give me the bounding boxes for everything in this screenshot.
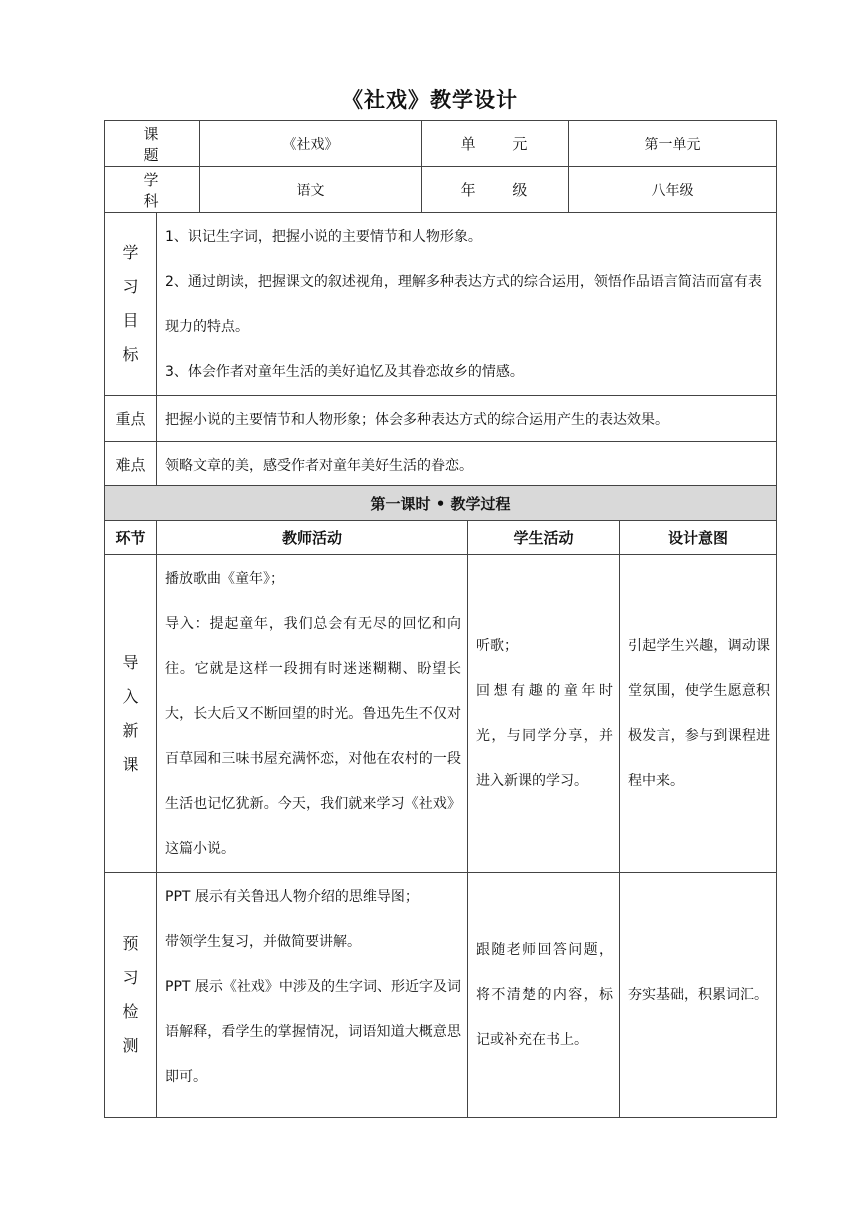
header-stage: 环节	[105, 521, 157, 555]
goal-item: 3、体会作者对童年生活的美好追忆及其眷恋故乡的情感。	[165, 364, 524, 380]
info-row-subject	[105, 167, 777, 213]
section-title: 第一课时 • 教学过程	[105, 486, 777, 521]
teacher-activity: PPT 展示有关鲁迅人物介绍的思维导图； 带领学生复习，并做简要讲解。 PPT 展示《社戏》中涉及的生字词、形近字及词语解释，看学生的掌握情况，词语知道大概意思即可。	[157, 873, 468, 1118]
key-label: 重点	[105, 396, 157, 442]
subject-value: 语文	[200, 167, 422, 213]
difficulty-value: 领略文章的美，感受作者对童年美好生活的眷恋。	[157, 442, 777, 488]
goals-label: 学 习 目 标	[105, 213, 157, 396]
info-row-key	[105, 396, 777, 442]
info-row-difficulty	[105, 442, 777, 488]
subject-label: 学 科	[105, 167, 200, 213]
table-row	[105, 873, 777, 1118]
course-info-table	[104, 120, 777, 488]
student-activity: 听歌； 回想有趣的童年时光，与同学分享，并进入新课的学习。	[468, 555, 620, 873]
teacher-activity: 播放歌曲《童年》； 导入：提起童年，我们总会有无尽的回忆和向往。它就是这样一段拥有时迷迷糊糊、盼望长大，长大后又不断回望的时光。鲁迅先生不仅对百草园和三味书屋充满怀恋，对他在农村的一段生活也记忆犹新。今天，我们就来学习《社戏》这篇小说。	[157, 555, 468, 873]
design-intent: 夯实基础，积累词汇。	[620, 873, 777, 1118]
difficulty-label: 难点	[105, 442, 157, 488]
teaching-process-table	[104, 485, 777, 1118]
unit-value: 第一单元	[569, 121, 777, 167]
goal-item: 1、识记生字词，把握小说的主要情节和人物形象。	[165, 229, 482, 245]
info-row-course	[105, 121, 777, 167]
grade-label: 年 级	[422, 167, 569, 213]
goals-content	[157, 213, 777, 396]
header-teacher: 教师活动	[157, 521, 468, 555]
stage-label: 预 习 检 测	[105, 873, 157, 1118]
process-header-row	[105, 521, 777, 555]
header-student: 学生活动	[468, 521, 620, 555]
process-section-row	[105, 486, 777, 521]
info-row-goals	[105, 213, 777, 396]
course-label: 课 题	[105, 121, 200, 167]
goal-item: 2、通过朗读，把握课文的叙述视角，理解多种表达方式的综合运用，领悟作品语言简洁而富有表现力的特点。	[165, 274, 762, 335]
student-activity: 跟随老师回答问题，将不清楚的内容，标记或补充在书上。	[468, 873, 620, 1118]
design-intent: 引起学生兴趣，调动课堂氛围，使学生愿意积极发言，参与到课程进程中来。	[620, 555, 777, 873]
header-intent: 设计意图	[620, 521, 777, 555]
grade-value: 八年级	[569, 167, 777, 213]
stage-label: 导 入 新 课	[105, 555, 157, 873]
table-row	[105, 555, 777, 873]
document-title: 《社戏》教学设计	[342, 88, 518, 112]
course-value: 《社戏》	[200, 121, 422, 167]
key-value: 把握小说的主要情节和人物形象；体会多种表达方式的综合运用产生的表达效果。	[157, 396, 777, 442]
unit-label: 单 元	[422, 121, 569, 167]
